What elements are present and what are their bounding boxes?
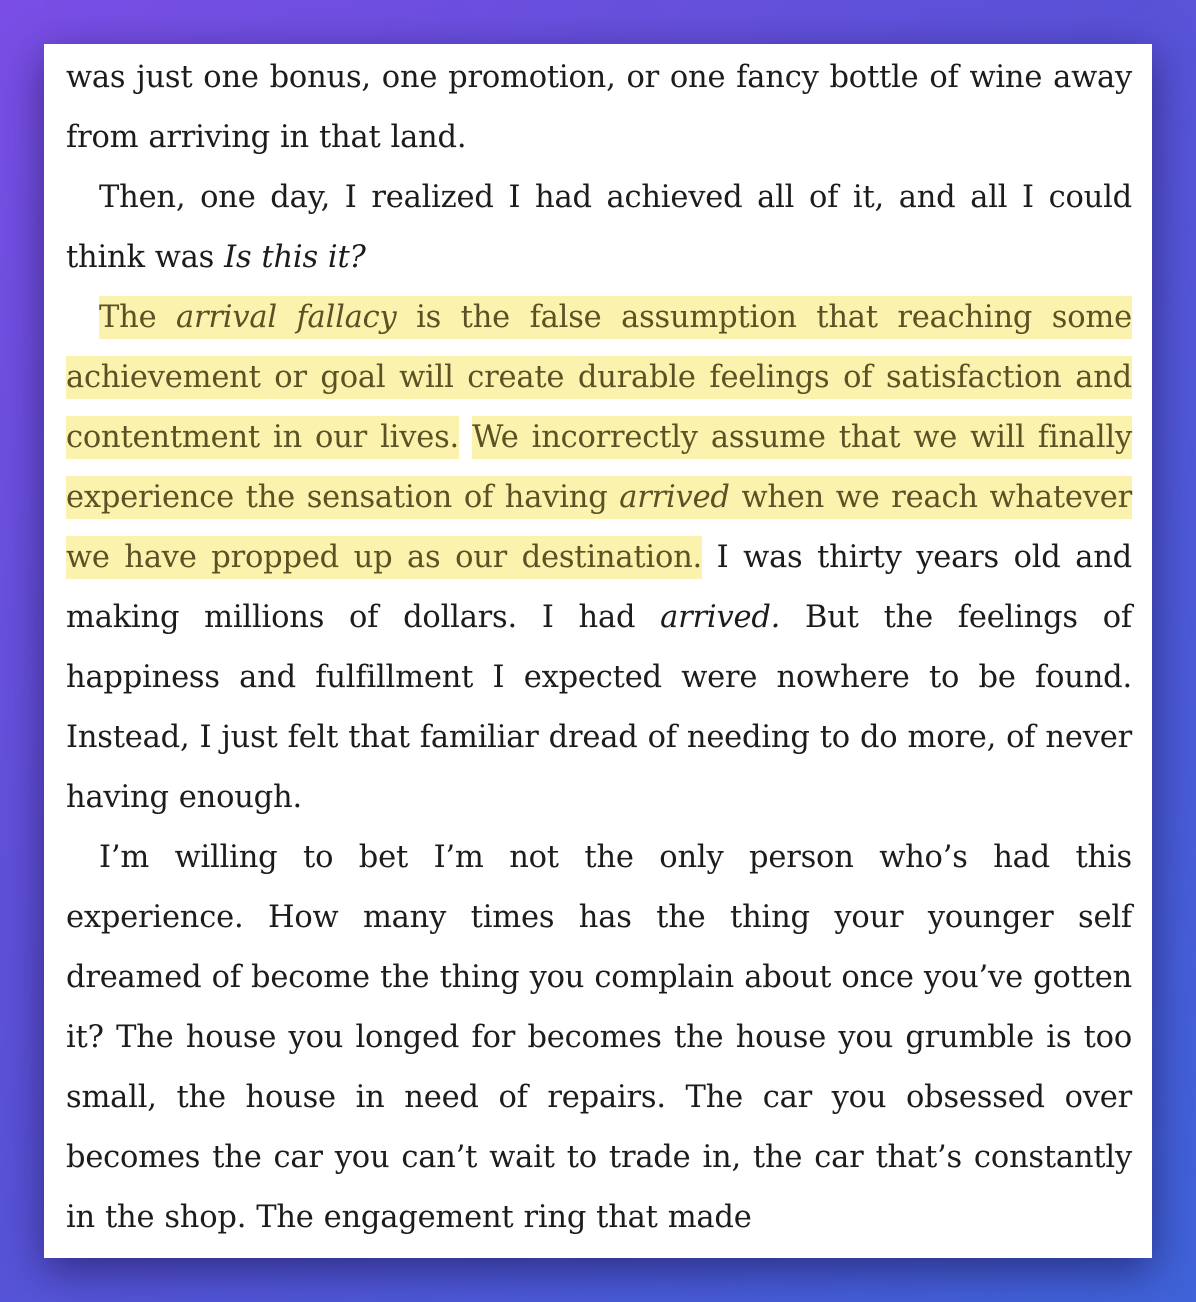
paragraph-2 (66, 168, 1132, 288)
paragraph-3-italic: arrived. (660, 600, 781, 635)
highlight-1-text-a: The (99, 300, 177, 335)
paragraph-4 (66, 828, 1132, 1248)
paragraph-2-text: Then, one day, I realized I had achieved all of it, and all I could think was (66, 180, 1132, 275)
highlight-2-italic: arrived (619, 480, 730, 515)
paragraph-3 (66, 288, 1132, 828)
paragraph-4-text: I’m willing to bet I’m not the only person who’s had this experience. How many times has the thing your younger self dreamed of become the thing you complain about once you’ve gotten it? The house you longed for becomes the house you grumble is too small, the house in need of repairs. The car you obsessed over becomes the car you can’t wait to trade in, the car that’s constantly in the shop. The engagement ring that made (66, 840, 1132, 1235)
book-page (44, 44, 1152, 1258)
paragraph-3-text-b: But the feelings of happiness and fulfillment I expected were nowhere to be found. Instead, I just felt that familiar dread of needing to do more, of never having enough. (66, 600, 1132, 815)
highlight-1-italic: arrival fallacy (176, 300, 397, 335)
paragraph-2-italic: Is this it? (224, 240, 366, 275)
paragraph-1 (66, 48, 1132, 168)
paragraph-3-text-a: I was thirty years old and making millions of dollars. I had (66, 540, 1133, 635)
page-text (66, 48, 1132, 1248)
highlight-2-text-b: when we reach whatever we have propped up as our destination. (66, 480, 1132, 575)
paragraph-1-text: was just one bonus, one promotion, or one fancy bottle of wine away from arriving in that land. (66, 60, 1132, 155)
highlight-2-text-a: We incorrectly assume that we will finally experience the sensation of having (66, 420, 1133, 515)
highlight-1-text-b: is the false assumption that reaching some achievement or goal will create durable feelings of satisfaction and contentment in our lives. (66, 300, 1132, 455)
